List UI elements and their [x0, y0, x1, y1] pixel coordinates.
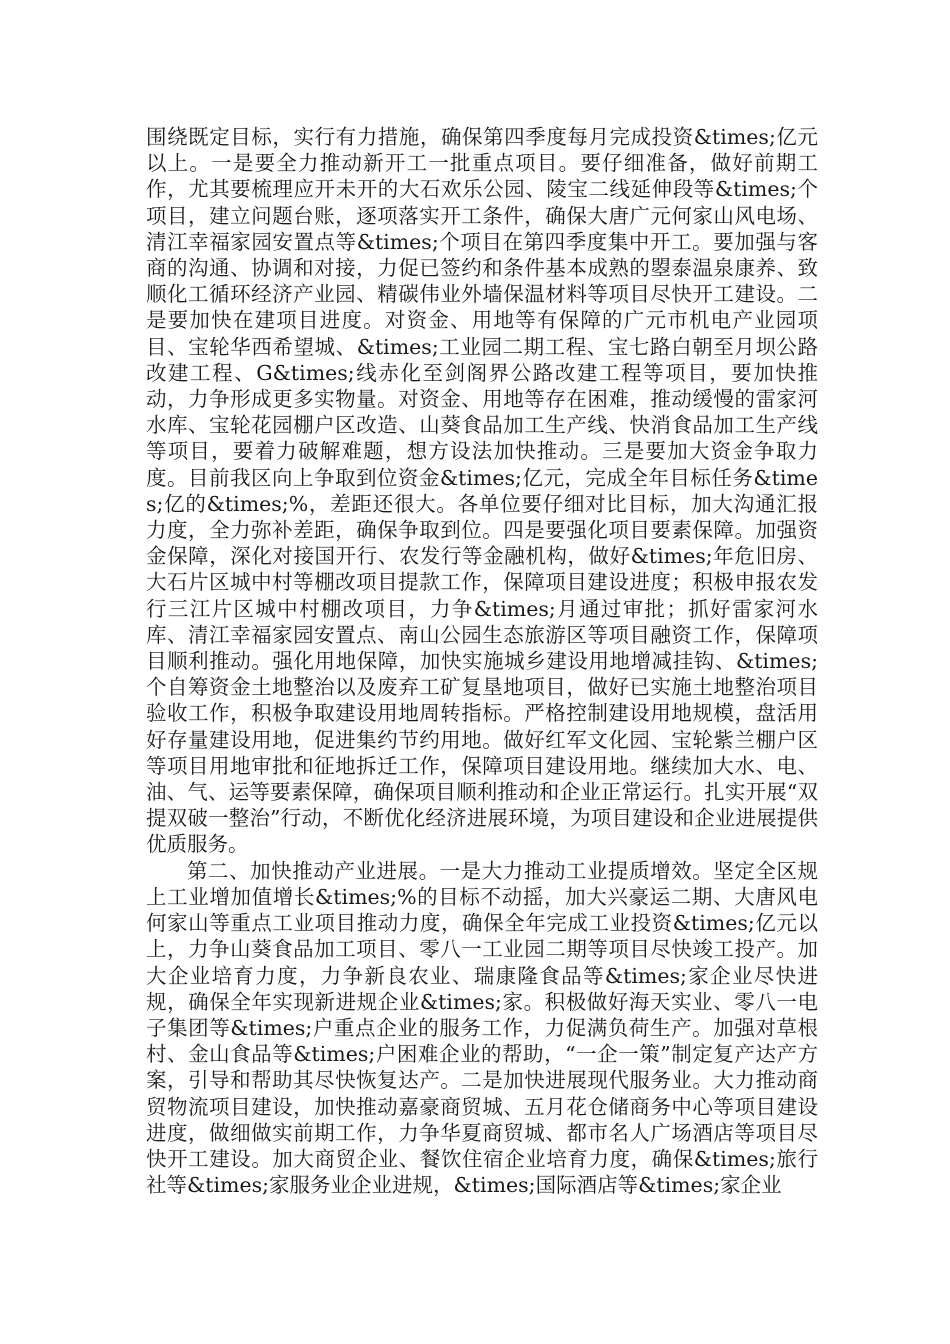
- document-body: [146, 124, 818, 1198]
- paragraph-investment-measures: 围绕既定目标，实行有力措施，确保第四季度每月完成投资&times;亿元以上。一是要全力推动新开工一批重点项目。要仔细准备，做好前期工作，尤其要梳理应开未开的大石欢乐公园、陵宝二线延伸段等&times;个项目，建立问题台账，逐项落实开工条件，确保大唐广元何家山风电场、清江幸福家园安置点等&times;个项目在第四季度集中开工。要加强与客商的沟通、协调和对接，力促已签约和条件基本成熟的曌泰温泉康养、致顺化工循环经济产业园、精碳伟业外墙保温材料等项目尽快开工建设。二是要加快在建项目进度。对资金、用地等有保障的广元市机电产业园项目、宝轮华西希望城、&times;工业园二期工程、宝七路白朝至月坝公路改建工程、G&times;线赤化至剑阁界公路改建工程等项目，要加快推动，力争形成更多实物量。对资金、用地等存在困难，推动缓慢的雷家河水库、宝轮花园棚户区改造、山葵食品加工生产线、快消食品加工生产线等项目，要着力破解难题，想方设法加快推动。三是要加大资金争取力度。目前我区向上争取到位资金&times;亿元，完成全年目标任务&times;亿的&times;%，差距还很大。各单位要仔细对比目标，加大沟通汇报力度，全力弥补差距，确保争取到位。四是要强化项目要素保障。加强资金保障，深化对接国开行、农发行等金融机构，做好&times;年危旧房、大石片区城中村等棚改项目提款工作，保障项目建设进度；积极申报农发行三江片区城中村棚改项目，力争&times;月通过审批；抓好雷家河水库、清江幸福家园安置点、南山公园生态旅游区等项目融资工作，保障项目顺利推动。强化用地保障，加快实施城乡建设用地增减挂钩、&times;个自筹资金土地整治以及废弃工矿复垦地项目，做好已实施土地整治项目验收工作，积极争取建设用地周转指标。严格控制建设用地规模，盘活用好存量建设用地，促进集约节约用地。做好红军文化园、宝轮紫兰棚户区等项目用地审批和征地拆迁工作，保障项目建设用地。继续加大水、电、油、气、运等要素保障，确保项目顺利推动和企业正常运行。扎实开展“双提双破一整治”行动，不断优化经济进展环境，为项目建设和企业进展提供优质服务。: [146, 125, 818, 857]
- paragraph-industry-development: 第二、加快推动产业进展。一是大力推动工业提质增效。坚定全区规上工业增加值增长&times;%的目标不动摇，加大兴豪运二期、大唐风电何家山等重点工业项目推动力度，确保全年完成工业投资&times;亿元以上，力争山葵食品加工项目、零八一工业园二期等项目尽快竣工投产。加大企业培育力度，力争新良农业、瑞康隆食品等&times;家企业尽快进规，确保全年实现新进规企业&times;家。积极做好海天实业、零八一电子集团等&times;户重点企业的服务工作，力促满负荷生产。加强对草根村、金山食品等&times;户困难企业的帮助，“一企一策”制定复产达产方案，引导和帮助其尽快恢复达产。二是加快进展现代服务业。大力推动商贸物流项目建设，加快推动嘉豪商贸城、五月花仓储商务中心等项目建设进度，做细做实前期工作，力争华夏商贸城、都市名人广场酒店等项目尽快开工建设。加大商贸企业、餐饮住宿企业培育力度，确保&times;旅行社等&times;家服务业企业进规，&times;国际酒店等&times;家企业: [146, 858, 818, 1198]
